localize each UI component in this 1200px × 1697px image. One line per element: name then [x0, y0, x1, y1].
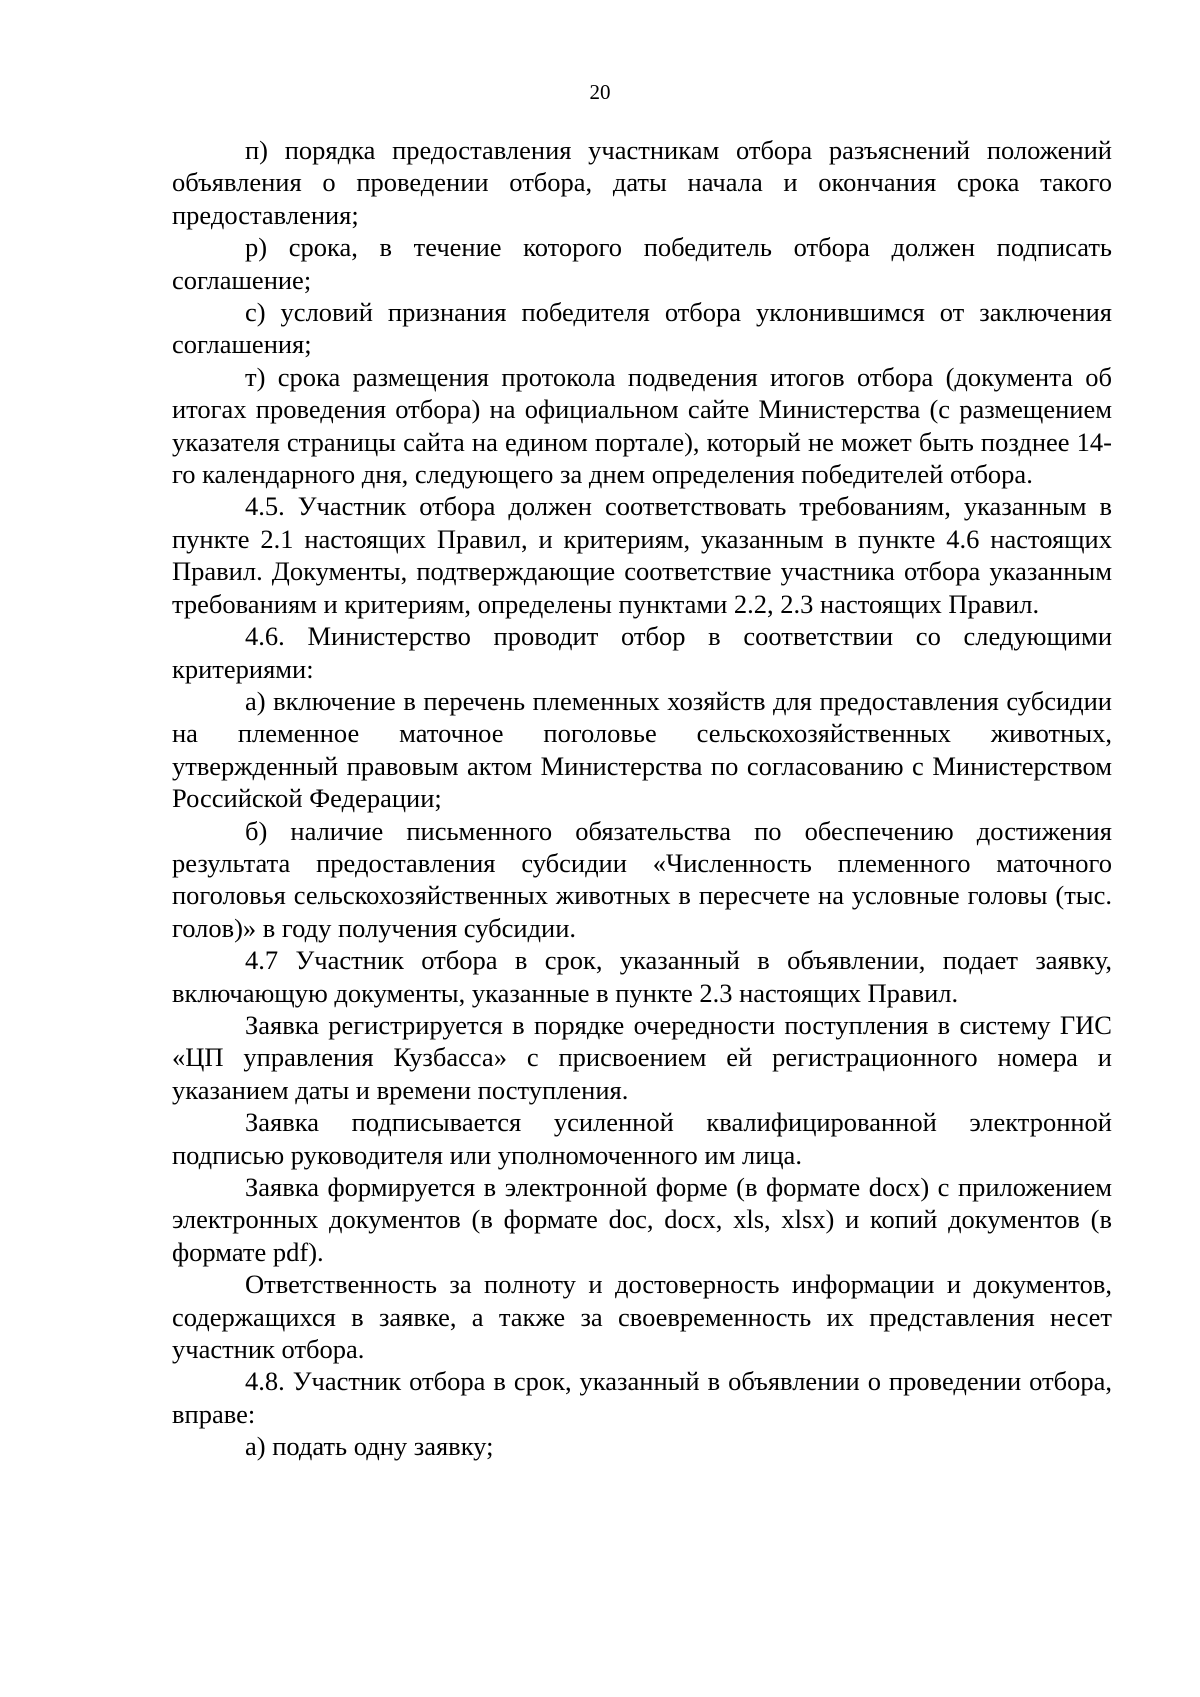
paragraph-s: с) условий признания победителя отбора уклонившимся от заключения соглашения; — [172, 297, 1112, 360]
paragraph-4-8-a: а) подать одну заявку; — [245, 1431, 494, 1462]
paragraph-format: Заявка формируется в электронной форме (в формате docx) с приложением электронных документов (в формате doc, docx, xls, xlsx) и копий документов (в формате pdf). — [172, 1172, 1112, 1267]
paragraph-t: т) срока размещения протокола подведения итогов отбора (документа об итогах проведения отбора) на официальном сайте Министерства (с размещением указателя страницы сайта на едином портале), который не может быть позднее 14-го календарного дня, следующего за днем определения победителей отбора. — [172, 361, 1112, 490]
paragraph-registration: Заявка регистрируется в порядке очередности поступления в систему ГИС «ЦП управления Кузбасса» с присвоением ей регистрационного номера и указанием даты и времени поступления. — [172, 1009, 1112, 1105]
paragraph-criteria-b: б) наличие письменного обязательства по обеспечению достижения результата предоставления субсидии «Численность племенного маточного поголовья сельскохозяйственных животных в пересчете на условные головы (тыс. голов)» в году получения субсидии. — [172, 815, 1112, 943]
paragraph-4-5: 4.5. Участник отбора должен соответствовать требованиям, указанным в пункте 2.1 настоящих Правил, и критериям, указанным в пункте 4.6 настоящих Правил. Документы, подтверждающие соответствие участника отбора указанным требованиям и критериям, определены пунктами 2.2, 2.3 настоящих Правил. — [172, 491, 1112, 619]
paragraph-responsibility: Ответственность за полноту и достоверность информации и документов, содержащихся в заявке, а также за своевременность их представления несет участник отбора. — [172, 1269, 1112, 1365]
paragraph-4-7: 4.7 Участник отбора в срок, указанный в объявлении, подает заявку, включающую документы, указанные в пункте 2.3 настоящих Правил. — [172, 945, 1112, 1008]
paragraph-criteria-a: а) включение в перечень племенных хозяйств для предоставления субсидии на племенное маточное поголовье сельскохозяйственных животных, утвержденный правовым актом Министерства по согласованию с Министерством Российской Федерации; — [172, 685, 1112, 814]
paragraph-4-6: 4.6. Министерство проводит отбор в соответствии со следующими критериями: — [172, 621, 1112, 684]
paragraph-p: п) порядка предоставления участникам отбора разъяснений положений объявления о проведении отбора, даты начала и окончания срока такого предоставления; — [172, 135, 1112, 230]
document-body — [172, 134, 1112, 1463]
paragraph-4-8: 4.8. Участник отбора в срок, указанный в объявлении о проведении отбора, вправе: — [172, 1366, 1112, 1429]
paragraph-signature: Заявка подписывается усиленной квалифицированной электронной подписью руководителя или уполномоченного им лица. — [172, 1107, 1112, 1170]
paragraph-r: р) срока, в течение которого победитель отбора должен подписать соглашение; — [172, 232, 1112, 295]
page-number: 20 — [589, 80, 611, 104]
